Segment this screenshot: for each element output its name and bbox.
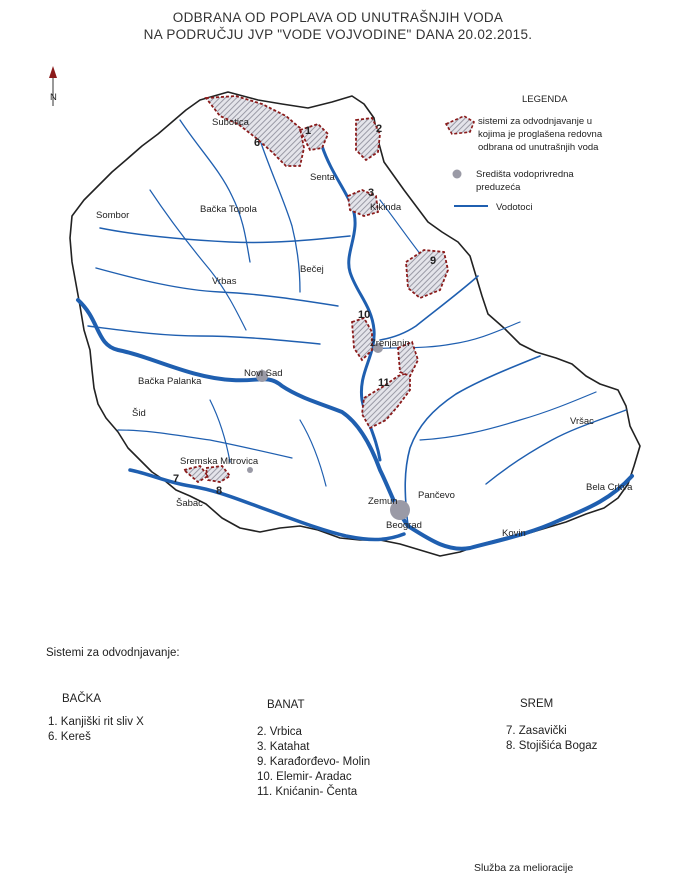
region-heading-backa: BAČKA [62,693,101,705]
legend-rivers: Vodotoci [496,202,533,213]
column-srem [506,697,598,754]
system-item: 1. Kanjiški rit sliv X [48,716,144,728]
place-kikinda: Kikinda [370,202,402,213]
system-item: 8. Stojišića Bogaz [506,740,598,752]
system-item: 10. Elemir- Aradac [257,771,352,783]
map-title-line1: ODBRANA OD POPLAVA OD UNUTRAŠNJIH VODA [172,10,504,25]
area-number-6: 6 [254,137,261,149]
area-number-3: 3 [368,187,375,199]
place-zemun: Zemun [368,496,398,507]
legend-centers-line2: preduzeća [476,182,521,193]
area-number-2: 2 [376,123,383,135]
place-novi-sad: Novi Sad [244,368,283,379]
place-sombor: Sombor [96,210,130,221]
area-number-8: 8 [216,485,223,497]
place-pancevo: Pančevo [418,490,455,501]
column-backa [48,692,144,745]
legend-systems-line2: kojima je proglašena redovna [478,129,603,140]
legend-systems-line1: sistemi za odvodnjavanje u [478,116,593,127]
place-vrbas: Vrbas [212,276,237,287]
system-item: 9. Karađorđevo- Molin [257,756,371,768]
region-heading-srem: SREM [520,698,554,710]
system-item: 11. Knićanin- Čenta [257,786,358,798]
place-zrenjanin: Zrenjanin [370,338,410,349]
legend-heading: LEGENDA [522,94,568,105]
column-banat [257,698,371,800]
place-backa-topola: Bačka Topola [200,204,257,215]
system-item: 2. Vrbica [257,726,302,738]
legend-centers-line1: Središta vodoprivredna [476,169,574,180]
legend-center-symbol [453,170,462,179]
region-heading-banat: BANAT [267,699,305,711]
place-sremska-mitrovica: Sremska Mitrovica [180,456,259,467]
place-bela-crkva: Bela Crkva [586,482,633,493]
place-sid: Šid [132,408,146,419]
legend-systems-line3: odbrana od unutrašnjih voda [478,142,599,153]
area-number-1: 1 [305,125,312,137]
place-senta: Senta [310,172,335,183]
place-vrsac: Vršac [570,416,594,427]
area-number-11: 11 [378,377,390,389]
system-item: 6. Kereš [48,731,91,743]
area-number-10: 10 [358,309,371,321]
place-sabac: Šabac [176,498,203,509]
system-item: 7. Zasavički [506,725,567,737]
map-title-line2: NA PODRUČJU JVP "VODE VOJVODINE" DANA 20.02.2015. [143,27,533,42]
center-sremska-mitrovica [247,467,253,473]
place-backa-palanka: Bačka Palanka [138,376,202,387]
signature: Služba za melioracije [474,862,574,874]
area-number-9: 9 [430,255,437,267]
north-label: N [50,92,57,103]
place-subotica: Subotica [212,117,249,128]
legend-hatch-symbol [446,116,474,134]
systems-heading: Sistemi za odvodnjavanje: [46,647,180,659]
place-kovin: Kovin [502,528,526,539]
area-number-7: 7 [173,473,180,485]
place-becej: Bečej [300,264,324,275]
system-item: 3. Katahat [257,741,310,753]
legend [446,94,603,213]
place-beograd: Beograd [386,520,422,531]
